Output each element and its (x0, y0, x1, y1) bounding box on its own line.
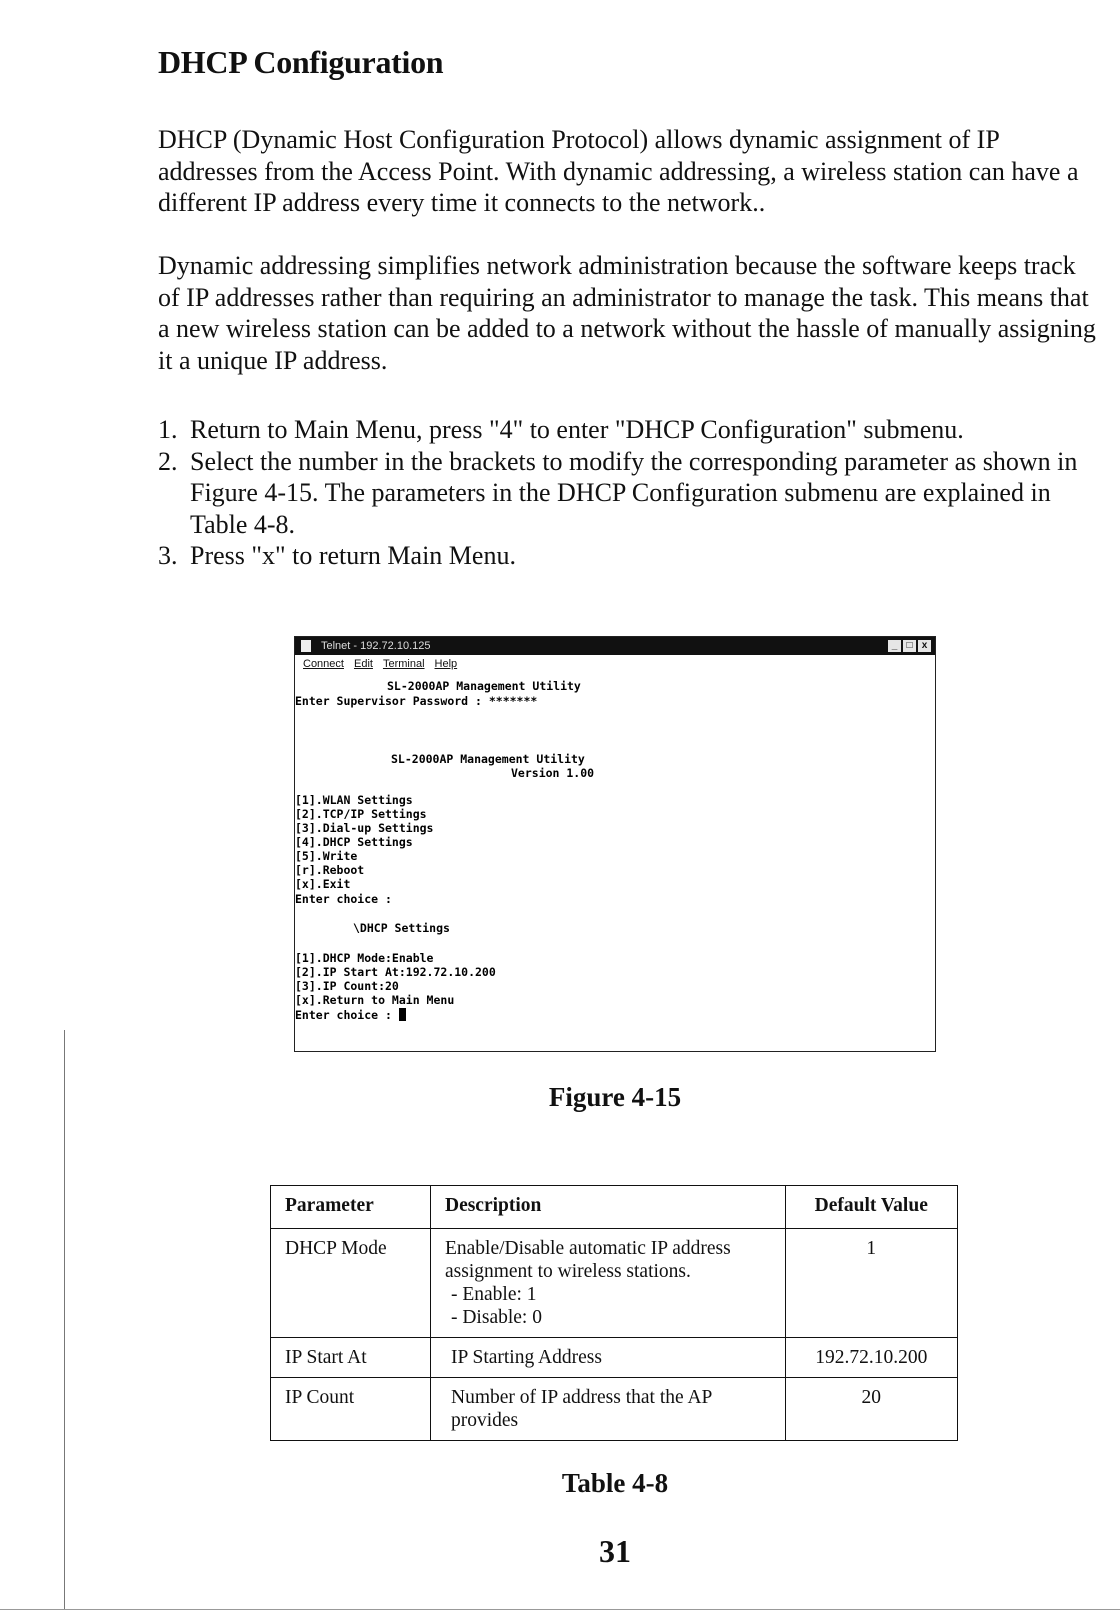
step-item (158, 540, 1098, 572)
telnet-menubar (295, 655, 935, 673)
description-cell (430, 1229, 785, 1338)
menu-connect[interactable]: Connect (303, 658, 344, 670)
menu-option: [x].Exit (295, 877, 351, 891)
telnet-app-icon (301, 640, 311, 652)
menu-option: [2].TCP/IP Settings (295, 807, 427, 821)
parameter-cell: IP Start At (271, 1338, 431, 1378)
description-line: Enable/Disable automatic IP address (444, 1238, 731, 1259)
description-cell (430, 1338, 785, 1378)
bottom-divider (0, 1609, 1120, 1610)
page-number: 31 (599, 1533, 631, 1569)
minimize-icon[interactable]: _ (888, 640, 901, 652)
intro-paragraph: DHCP (Dynamic Host Configuration Protocol) allows dynamic assignment of IP addresses from the Access Point. With dynamic addressing, a wireless station can have a different IP address every time it connects to the network.. (158, 125, 1079, 217)
menu-option: [5].Write (295, 849, 358, 863)
password-prompt: Enter Supervisor Password : ******* (295, 694, 538, 708)
default-cell: 1 (785, 1229, 958, 1338)
table-row (271, 1378, 958, 1441)
column-header: Default Value (785, 1186, 958, 1229)
figure-caption: Figure 4-15 (548, 1082, 682, 1112)
step-text: Select the number in the brackets to modify the corresponding parameter as shown in Figure 4-15. The parameters in the DHCP Configuration submenu are explained in Table 4-8. (190, 446, 1078, 539)
instruction-steps (158, 414, 1098, 572)
dhcp-settings-header: \DHCP Settings (353, 921, 450, 935)
utility-title: SL-2000AP Management Utility (391, 752, 585, 766)
dhcp-option: [3].IP Count:20 (295, 979, 399, 993)
parameter-cell: IP Count (271, 1378, 431, 1441)
menu-terminal[interactable]: Terminal (382, 658, 425, 670)
step-item (158, 446, 1098, 541)
table-header-row (271, 1186, 958, 1229)
step-item (158, 414, 1098, 446)
default-cell: 20 (785, 1378, 958, 1441)
description-line: provides (450, 1410, 519, 1431)
description-line: IP Starting Address (450, 1347, 602, 1368)
step-number: 2. (158, 446, 178, 476)
menu-option: [3].Dial-up Settings (295, 821, 434, 835)
description-line: Number of IP address that the AP (450, 1387, 713, 1408)
table-row (271, 1338, 958, 1378)
menu-option: [1].WLAN Settings (295, 793, 413, 807)
telnet-titlebar (295, 637, 935, 655)
column-header: Description (430, 1186, 785, 1229)
utility-title: SL-2000AP Management Utility (387, 679, 581, 693)
telnet-title: Telnet - 192.72.10.125 (321, 640, 431, 652)
description-line: - Enable: 1 (450, 1284, 537, 1305)
menu-option: [r].Reboot (295, 863, 365, 877)
explanation-paragraph: Dynamic addressing simplifies network administration because the software keeps track of IP addresses rather than requiring an administrator to manage the task. This means that a new wireless station can be added to a network without the hassle of manually assigning it a unique IP address. (158, 251, 1096, 375)
step-text: Return to Main Menu, press "4" to enter "DHCP Configuration" submenu. (190, 415, 964, 444)
description-cell (430, 1378, 785, 1441)
terminal-output[interactable] (295, 673, 935, 1049)
description-line: - Disable: 0 (450, 1307, 542, 1328)
menu-help[interactable]: Help (434, 658, 458, 670)
menu-edit[interactable]: Edit (353, 658, 373, 670)
page-title: DHCP Configuration (158, 44, 444, 80)
version-text: Version 1.00 (511, 766, 595, 780)
choice-prompt: Enter choice : (295, 1008, 392, 1022)
default-cell: 192.72.10.200 (785, 1338, 958, 1378)
telnet-window (294, 636, 936, 1052)
step-number: 1. (158, 415, 178, 444)
step-text: Press "x" to return Main Menu. (190, 541, 516, 570)
window-controls (888, 640, 931, 652)
maximize-icon[interactable]: □ (903, 640, 916, 652)
menu-option: [4].DHCP Settings (295, 835, 413, 849)
close-icon[interactable]: x (918, 640, 931, 652)
choice-prompt: Enter choice : (295, 892, 392, 906)
choice-prompt-line (295, 1008, 406, 1022)
description-line: assignment to wireless stations. (444, 1261, 691, 1282)
table-row (271, 1229, 958, 1338)
dhcp-option: [x].Return to Main Menu (295, 993, 455, 1007)
parameter-cell: DHCP Mode (271, 1229, 431, 1338)
step-number: 3. (158, 541, 178, 570)
table-caption: Table 4-8 (561, 1468, 669, 1498)
text-cursor (399, 1008, 406, 1021)
dhcp-option: [1].DHCP Mode:Enable (295, 951, 434, 965)
column-header: Parameter (271, 1186, 431, 1229)
margin-line (64, 1030, 65, 1610)
dhcp-option: [2].IP Start At:192.72.10.200 (295, 965, 496, 979)
parameters-table (270, 1185, 958, 1441)
